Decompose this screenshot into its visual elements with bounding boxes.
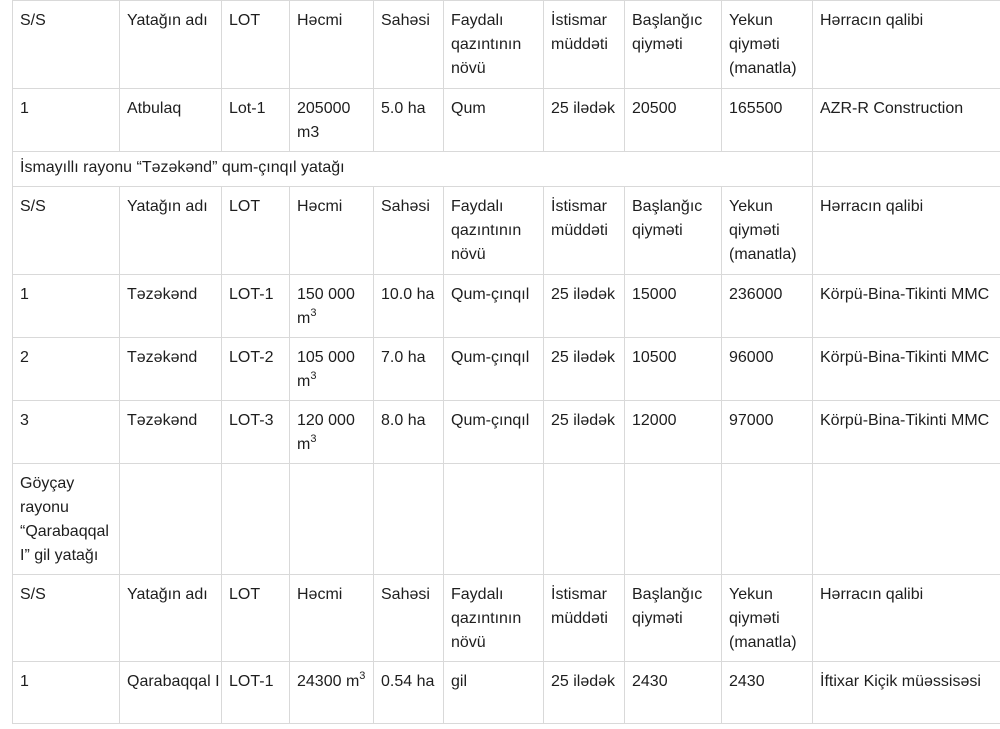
cell-start-price: 15000: [625, 275, 722, 338]
cell-final-price: 96000: [722, 338, 813, 401]
header-lot: LOT: [222, 187, 290, 275]
cell-winner: AZR-R Construction: [813, 89, 1000, 152]
cell-term: 25 ilədək: [544, 275, 625, 338]
cell-start-price: 12000: [625, 401, 722, 464]
table-row: [13, 275, 1000, 338]
header-final-price: Yekun qiyməti (manatla): [722, 187, 813, 275]
header-start-price: Başlanğıc qiyməti: [625, 575, 722, 662]
header-area: Sahəsi: [374, 187, 444, 275]
cell-final-price: 2430: [722, 662, 813, 724]
cell-mineral: Qum: [444, 89, 544, 152]
section-title-row: [13, 464, 1000, 575]
auction-results: [12, 0, 1000, 724]
cell-name: Qarabaqqal I: [120, 662, 222, 724]
cell-winner: İftixar Kiçik müəssisəsi: [813, 662, 1000, 724]
cell-name: Təzəkənd: [120, 401, 222, 464]
table-row: [13, 338, 1000, 401]
header-name: Yatağın adı: [120, 1, 222, 89]
section-title: İsmayıllı rayonu “Təzəkənd” qum-çınqıl yatağı: [13, 152, 813, 187]
header-ss: S/S: [13, 187, 120, 275]
cell-term: 25 ilədək: [544, 662, 625, 724]
cell-name: Atbulaq: [120, 89, 222, 152]
section-title: Göyçay rayonu “Qarabaqqal I” gil yatağı: [13, 464, 120, 575]
cell-ss: 1: [13, 275, 120, 338]
header-name: Yatağın adı: [120, 575, 222, 662]
cell-ss: 3: [13, 401, 120, 464]
header-ss: S/S: [13, 1, 120, 89]
header-ss: S/S: [13, 575, 120, 662]
cell-lot: LOT-3: [222, 401, 290, 464]
cell-volume: 150 000 $m^3$: [290, 275, 374, 338]
header-term: İstismar müddəti: [544, 1, 625, 89]
cell-winner: Körpü-Bina-Tikinti MMC: [813, 401, 1000, 464]
cell-winner: Körpü-Bina-Tikinti MMC: [813, 338, 1000, 401]
cell-winner: Körpü-Bina-Tikinti MMC: [813, 275, 1000, 338]
cell-ss: 1: [13, 89, 120, 152]
header-volume: Həcmi: [290, 575, 374, 662]
header-row: [13, 187, 1000, 275]
header-area: Sahəsi: [374, 575, 444, 662]
header-final-price: Yekun qiyməti (manatla): [722, 575, 813, 662]
header-start-price: Başlanğıc qiyməti: [625, 187, 722, 275]
header-area: Sahəsi: [374, 1, 444, 89]
cell-final-price: 236000: [722, 275, 813, 338]
cell-volume: 120 000 $m^3$: [290, 401, 374, 464]
header-winner: Hərracın qalibi: [813, 1, 1000, 89]
cell-final-price: 165500: [722, 89, 813, 152]
section-title-row: [13, 152, 1000, 187]
cell-volume: 105 000 $m^3$: [290, 338, 374, 401]
cell-start-price: 20500: [625, 89, 722, 152]
cell-name: Təzəkənd: [120, 275, 222, 338]
header-mineral: Faydalı qazıntının növü: [444, 187, 544, 275]
cell-area: 10.0 ha: [374, 275, 444, 338]
header-row: [13, 575, 1000, 662]
table-row: [13, 89, 1000, 152]
table-row: [13, 662, 1000, 724]
cell-area: 8.0 ha: [374, 401, 444, 464]
cell-ss: 2: [13, 338, 120, 401]
header-lot: LOT: [222, 1, 290, 89]
cell-area: 5.0 ha: [374, 89, 444, 152]
header-row: [13, 1, 1000, 89]
cell-volume: 205000 m3: [290, 89, 374, 152]
cell-term: 25 ilədək: [544, 338, 625, 401]
cell-lot: LOT-2: [222, 338, 290, 401]
auction-table: [12, 0, 1000, 724]
header-mineral: Faydalı qazıntının növü: [444, 1, 544, 89]
cell-final-price: 97000: [722, 401, 813, 464]
header-volume: Həcmi: [290, 1, 374, 89]
cell-area: 0.54 ha: [374, 662, 444, 724]
cell-mineral: Qum-çınqıl: [444, 338, 544, 401]
cell-mineral: Qum-çınqıl: [444, 401, 544, 464]
header-name: Yatağın adı: [120, 187, 222, 275]
header-term: İstismar müddəti: [544, 575, 625, 662]
cell-volume: 24300 $m^3$: [290, 662, 374, 724]
header-lot: LOT: [222, 575, 290, 662]
header-final-price: Yekun qiyməti (manatla): [722, 1, 813, 89]
header-winner: Hərracın qalibi: [813, 575, 1000, 662]
cell-mineral: gil: [444, 662, 544, 724]
header-term: İstismar müddəti: [544, 187, 625, 275]
cell-name: Təzəkənd: [120, 338, 222, 401]
cell-ss: 1: [13, 662, 120, 724]
cell-mineral: Qum-çınqıl: [444, 275, 544, 338]
cell-lot: LOT-1: [222, 662, 290, 724]
header-mineral: Faydalı qazıntının növü: [444, 575, 544, 662]
table-row: [13, 401, 1000, 464]
cell-lot: Lot-1: [222, 89, 290, 152]
cell-start-price: 10500: [625, 338, 722, 401]
cell-start-price: 2430: [625, 662, 722, 724]
cell-area: 7.0 ha: [374, 338, 444, 401]
header-winner: Hərracın qalibi: [813, 187, 1000, 275]
cell-lot: LOT-1: [222, 275, 290, 338]
header-start-price: Başlanğıc qiyməti: [625, 1, 722, 89]
header-volume: Həcmi: [290, 187, 374, 275]
cell-term: 25 ilədək: [544, 89, 625, 152]
cell-term: 25 ilədək: [544, 401, 625, 464]
